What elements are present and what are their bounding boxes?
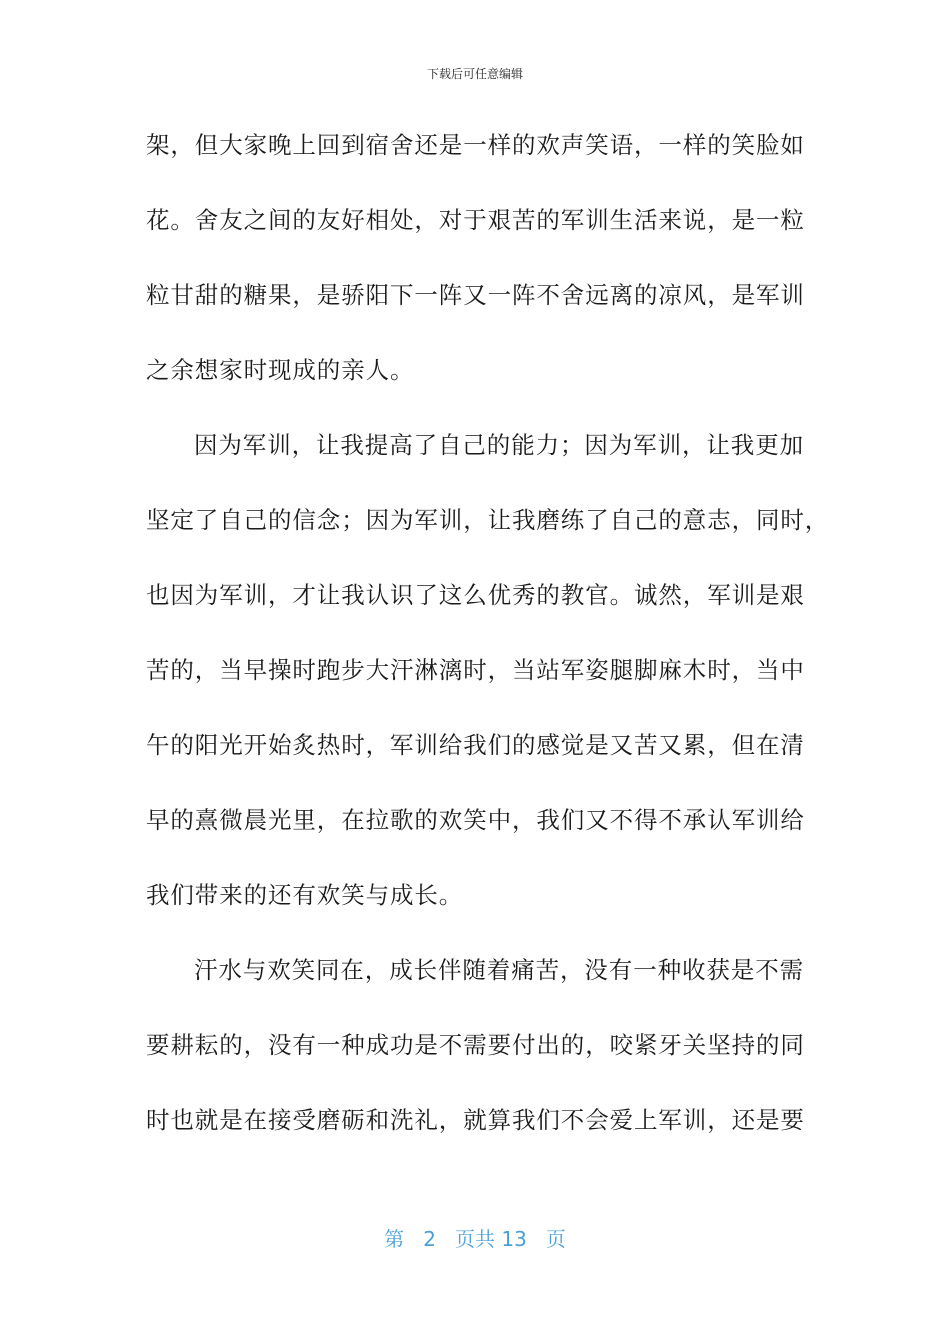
text-line: 苦的，当早操时跑步大汗淋漓时，当站军姿腿脚麻木时，当中	[146, 656, 805, 684]
text-line: 之余想家时现成的亲人。	[146, 356, 415, 384]
text-line: 要耕耘的，没有一种成功是不需要付出的，咬紧牙关坚持的同	[146, 1031, 805, 1059]
text-line: 也因为军训，才让我认识了这么优秀的教官。诚然，军训是艰	[146, 581, 805, 609]
footer-suffix: 页	[545, 1227, 566, 1251]
page-footer	[0, 1225, 950, 1253]
total-pages-number: 13	[501, 1227, 527, 1251]
footer-middle: 页共	[455, 1227, 495, 1251]
text-line: 时也就是在接受磨砺和洗礼，就算我们不会爱上军训，还是要	[146, 1106, 805, 1134]
text-line: 架，但大家晚上回到宿舍还是一样的欢声笑语，一样的笑脸如	[146, 131, 805, 159]
text-line: 早的熹微晨光里，在拉歌的欢笑中，我们又不得不承认军训给	[146, 806, 805, 834]
text-line: 粒甘甜的糖果，是骄阳下一阵又一阵不舍远离的凉风，是军训	[146, 281, 805, 309]
text-line: 午的阳光开始炙热时，军训给我们的感觉是又苦又累，但在清	[146, 731, 805, 759]
header-text: 下载后可任意编辑	[426, 67, 523, 81]
footer-prefix: 第	[384, 1227, 405, 1251]
paragraph-first-line: 因为军训，让我提高了自己的能力；因为军训，让我更加	[194, 431, 804, 459]
current-page-number: 2	[423, 1227, 436, 1251]
text-line: 坚定了自己的信念；因为军训，让我磨练了自己的意志，同时，	[146, 506, 830, 534]
text-line: 花。舍友之间的友好相处，对于艰苦的军训生活来说，是一粒	[146, 206, 805, 234]
page-header	[0, 66, 950, 82]
text-line: 我们带来的还有欢笑与成长。	[146, 881, 464, 909]
document-body	[146, 120, 830, 1170]
paragraph-first-line: 汗水与欢笑同在，成长伴随着痛苦，没有一种收获是不需	[194, 956, 804, 984]
